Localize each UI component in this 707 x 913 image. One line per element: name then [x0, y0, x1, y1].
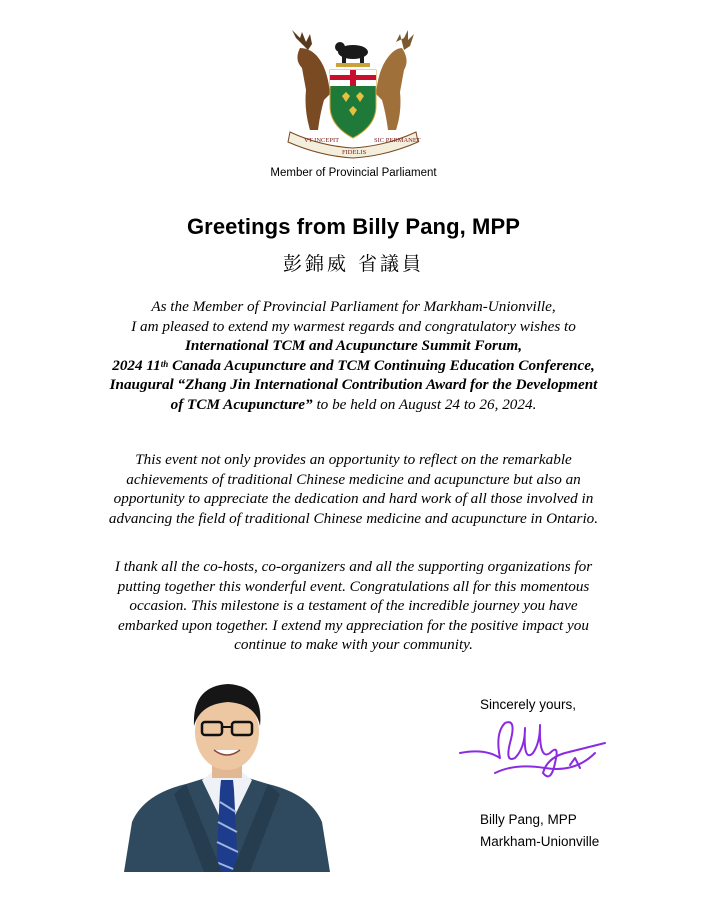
text-line: occasion. This milestone is a testament of the incredible journey you have: [129, 597, 578, 615]
ontario-coat-of-arms: [280, 30, 426, 162]
paragraph-thanks: [60, 557, 647, 655]
event-name-line: International TCM and Acupuncture Summit Forum,: [184, 337, 523, 355]
signatory-name: Billy Pang, MPP: [480, 812, 577, 827]
text-line: This event not only provides an opportunity to reflect on the remarkable: [135, 451, 572, 468]
text-line: of TCM Acupuncture” to be held on August 24 to 26, 2024.: [170, 395, 537, 413]
text-line: putting together this wonderful event. Congratulations all for this momentous: [117, 577, 590, 595]
text-line: opportunity to appreciate the dedication and hard work of all those involved in: [113, 490, 594, 508]
paragraph-body: [60, 450, 647, 528]
page-title: Greetings from Billy Pang, MPP: [186, 214, 521, 239]
page-title-chinese: 彭錦威 省議員: [282, 253, 425, 275]
svg-text:FIDELIS: FIDELIS: [342, 149, 367, 156]
text-line: I am pleased to extend my warmest regards and congratulatory wishes to: [131, 317, 576, 335]
crest-caption: Member of Provincial Parliament: [270, 167, 437, 179]
closing-salutation: Sincerely yours,: [480, 697, 577, 712]
text-line: advancing the field of traditional Chinese medicine and acupuncture in Ontario.: [108, 509, 599, 527]
handwritten-signature: [455, 713, 615, 803]
text-line: continue to make with your community.: [234, 636, 473, 654]
event-name-line: 2024 11th Canada Acupuncture and TCM Continuing Education Conference,: [112, 356, 595, 374]
text-line: As the Member of Provincial Parliament for Markham-Unionville,: [151, 298, 556, 315]
text-line: achievements of traditional Chinese medicine and acupuncture but also an: [126, 470, 581, 488]
svg-text:SIC PERMANET: SIC PERMANET: [374, 137, 421, 144]
signatory-riding: Markham-Unionville: [480, 834, 600, 849]
svg-text:VT INCEPIT: VT INCEPIT: [304, 137, 340, 144]
text-line: I thank all the co-hosts, co-organizers and all the supporting organizations for: [114, 558, 593, 575]
text-line: embarked upon together. I extend my appreciation for the positive impact you: [118, 616, 589, 634]
paragraph-intro: [60, 297, 647, 415]
event-name-line: Inaugural “Zhang Jin International Contribution Award for the Development: [109, 376, 598, 394]
portrait-photo: [124, 672, 330, 872]
